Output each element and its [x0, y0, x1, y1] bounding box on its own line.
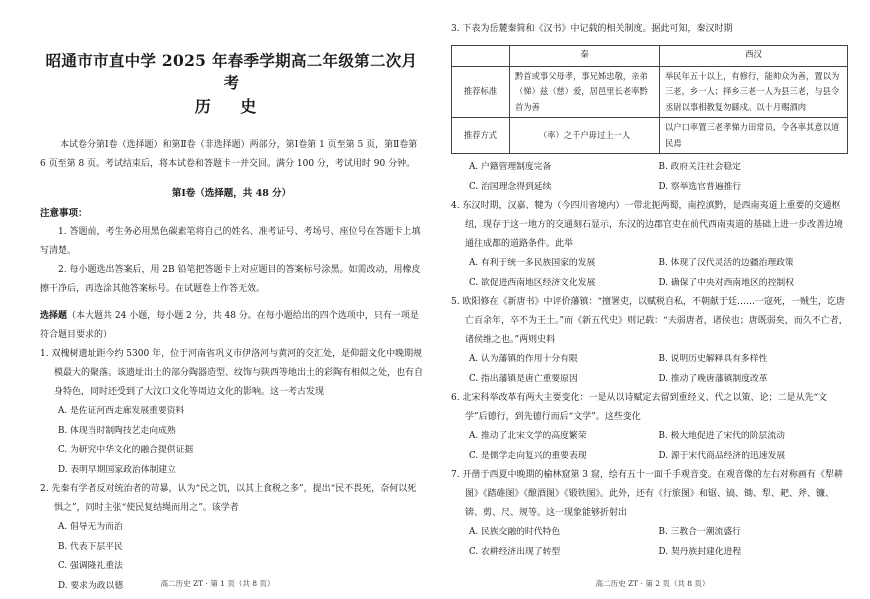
option-a: A. 民族交融的时代特色 [469, 527, 561, 537]
table-cell: 以户口率置三老孝悌力田常员，令各率其意以道民焉 [660, 118, 848, 154]
choice-lead: 选择题 [40, 311, 68, 321]
option-b: B. 体现了汉代灵活的边疆治理政策 [658, 258, 794, 268]
policy-table [451, 45, 848, 154]
note-2: 2. 每小题选出答案后，用 2B 铅笔把答题卡上对应题目的答案标号涂黑。如需改动，用橡皮擦干净后，再选涂其他答案标号。在试题卷上作答无效。 [40, 265, 421, 294]
question-stem: 3. 下表为岳麓秦简和《汉书》中记载的相关制度。据此可知，秦汉时期 [451, 24, 733, 34]
table-row [452, 66, 848, 118]
table-cell: 推荐方式 [452, 118, 510, 154]
option-c: C. 强调隆礼重法 [58, 561, 123, 571]
option-d: D. 要求为政以德 [58, 580, 124, 591]
option-b: B. 政府关注社会稳定 [658, 162, 741, 172]
option-row [451, 447, 848, 467]
option-a: A. 户籍管理制度完备 [469, 162, 552, 172]
option-row [451, 523, 848, 543]
question-4 [451, 197, 848, 293]
option-row [451, 427, 848, 447]
page-footer: 高二历史 ZT · 第 1 页（共 8 页） [160, 579, 275, 588]
question-7 [451, 466, 848, 562]
option-c: C. 农耕经济出现了转型 [469, 546, 561, 557]
note-1: 1. 答题前，考生务必用黑色碳素笔将自己的姓名、准考证号、考场号、座位号在答题卡上填写清楚。 [40, 227, 421, 256]
table-cell: 推荐标准 [452, 66, 510, 118]
option-row [451, 370, 848, 390]
table-cell: 举民年五十以上，有修行，能帅众为善，置以为三老，乡一人；择乡三老一人为县三老，与县令丞尉以事相教复勿繇戍。以十月赐酒肉 [660, 66, 848, 118]
choice-instructions [40, 307, 423, 345]
option-d: D. 确保了中央对西南地区的控制权 [658, 277, 794, 288]
table-cell: 黔首或事父母孝，事兄姊忠敬，亲弟（悌）兹（慈）爱，居邑里长老率黔首为善 [510, 66, 660, 118]
option-c: C. 治国理念得到延续 [469, 181, 552, 192]
notes-heading: 注意事项： [40, 208, 88, 219]
option-list [40, 402, 423, 480]
question-stem: 1. 双槐树遗址距今约 5300 年，位于河南省巩义市伊洛河与黄河的交汇处，是仰韶文化中晚期规模最大的聚落。该遗址出土的部分陶器造型、纹饰与陕西等地出土的彩陶有相似之处，也有自身特色，同时还受到了大汶口文化等周边文化的影响。这一考古发现 [40, 349, 424, 397]
option-row [451, 543, 848, 563]
option-c: C. 欲促进西南地区经济文化发展 [469, 277, 596, 288]
option-b: B. 体现当时制陶技艺走向成熟 [58, 425, 176, 436]
table-header: 秦 [510, 46, 660, 67]
question-3 [451, 20, 848, 197]
question-6 [451, 389, 848, 466]
option-d: D. 推动了晚唐藩镇制度改革 [658, 373, 768, 384]
option-b: B. 代表下层平民 [58, 541, 123, 552]
exam-page-2 [435, 0, 870, 599]
option-b: B. 极大地促进了宋代的阶层流动 [658, 431, 785, 441]
question-1 [40, 345, 423, 480]
question-5 [451, 293, 848, 389]
option-a: A. 是佐证河西走廊发展重要资料 [58, 406, 185, 416]
option-row [451, 274, 848, 294]
question-stem: 5. 欧阳修在《新唐书》中评价藩镇：“擅署吏，以赋税自私，不朝献于廷……一寇死，一贼生，讫唐亡百余年，卒不为王土。”而《新五代史》则记载：“夫弱唐者，诸侯也；唐既弱矣，而久不亡者，诸侯维之也。”两则史料 [451, 297, 848, 345]
option-d: D. 契丹族封建化进程 [658, 546, 742, 557]
table-cell: （率）之千户毋过上一人 [510, 118, 660, 154]
option-d: D. 察举选官普遍推行 [658, 181, 742, 192]
question-stem: 6. 北宋科举改革有两大主要变化：一是从以诗赋定去留到重经义、代之以策、论；二是从先“文学”后德行，到先德行而后“文学”。这些变化 [451, 393, 828, 422]
option-a: A. 推动了北宋文学的高度繁荣 [469, 431, 587, 441]
subject-title: 历 史 [194, 97, 269, 116]
option-d: D. 表明早期国家政治体制建立 [58, 464, 176, 475]
option-a: A. 有利于统一多民族国家的发展 [469, 258, 596, 268]
option-b: B. 说明历史解释具有多样性 [658, 354, 768, 364]
choice-intro: （本大题共 24 小题，每小题 2 分，共 48 分。在每小题给出的四个选项中，只有一项是符合题目要求的） [40, 311, 419, 340]
table-header-row [452, 46, 848, 67]
page-footer: 高二历史 ZT · 第 2 页（共 8 页） [595, 579, 710, 588]
table-header: 西汉 [660, 46, 848, 67]
table-row [452, 118, 848, 154]
option-c: C. 为研究中华文化的融合提供证据 [58, 445, 194, 455]
option-row [451, 158, 848, 178]
option-a: A. 认为藩镇的作用十分有限 [469, 354, 578, 364]
exam-title: 昭通市市直中学 2025 年春季学期高二年级第二次月考 [45, 51, 418, 92]
section-title: 第Ⅰ卷（选择题，共 48 分） [171, 188, 292, 199]
question-stem: 2. 先秦有学者反对统治者的苛暴，认为“民之饥，以其上食税之多”，提出“民不畏死，奈何以死惧之”，同时主张“使民复结绳而用之”。该学者 [40, 484, 417, 513]
option-d: D. 源于宋代商品经济的迅速发展 [658, 450, 786, 461]
option-a: A. 倡导无为而治 [58, 522, 123, 532]
question-stem: 7. 开凿于西夏中晚期的榆林窟第 3 窟，绘有五十一面千手观音变。在观音像的左右对称画有《犁耕图》《踏碓图》《酿酒图》《锻铁图》。此外，还有《行旅图》和锯、镐、锄、犁、耙、斧、镰、锛、剪、尺、规等。这一现象能够折射出 [451, 470, 843, 518]
option-row [451, 254, 848, 274]
exam-intro: 本试卷分第Ⅰ卷（选择题）和第Ⅱ卷（非选择题）两部分，第Ⅰ卷第 1 页至第 5 页，第Ⅱ卷第 6 页至第 8 页。考试结束后，将本试卷和答题卡一并交回。满分 100 分，考试用时 90 分钟。 [40, 140, 418, 169]
option-row [451, 350, 848, 370]
question-stem: 4. 东汉时期，汉嘉、犍为（今四川省境内）一带北扼两蜀，南控滇黔，是西南夷道上重要的交通枢纽，现存于这一地方的交通刻石显示，东汉的边郡官吏在前代西南夷道的基础上进一步改善边境通往成都的道路条件。此举 [451, 201, 844, 249]
table-header [452, 46, 510, 67]
option-c: C. 是儒学走向复兴的重要表现 [469, 450, 587, 461]
option-c: C. 指出藩镇是唐亡重要原因 [469, 373, 578, 384]
option-row [451, 178, 848, 198]
option-b: B. 三教合一潮流盛行 [658, 527, 741, 537]
